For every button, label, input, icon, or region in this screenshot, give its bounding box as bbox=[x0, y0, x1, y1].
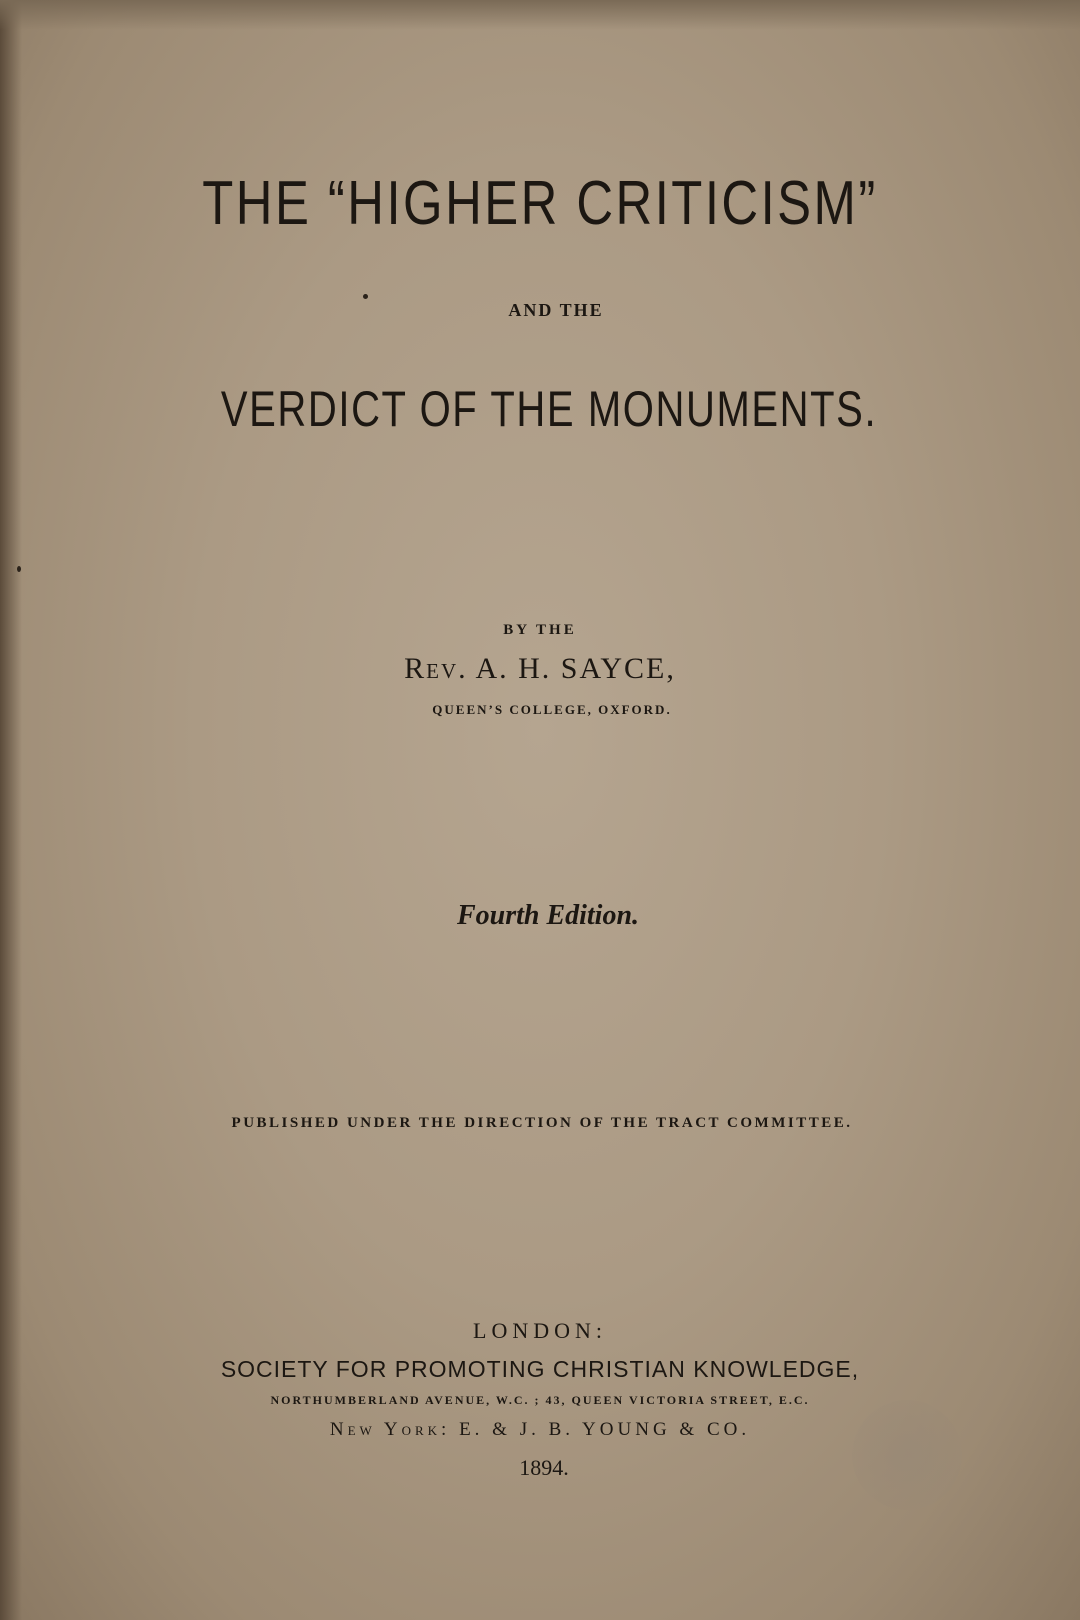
ink-speck bbox=[363, 294, 368, 299]
book-subtitle: VERDICT OF THE MONUMENTS. bbox=[220, 381, 878, 437]
by-line: BY THE bbox=[503, 622, 577, 638]
publication-note: PUBLISHED UNDER THE DIRECTION OF THE TRACT COMMITTEE. bbox=[231, 1115, 853, 1131]
author-affiliation: QUEEN’S COLLEGE, OXFORD. bbox=[432, 702, 672, 717]
page-edge-shadow-top bbox=[0, 0, 1080, 30]
book-title: THE “HIGHER CRITICISM” bbox=[202, 169, 878, 238]
edition-label: Fourth Edition. bbox=[456, 900, 640, 931]
imprint-new-york: New York: E. & J. B. YOUNG & CO. bbox=[329, 1419, 751, 1440]
ink-speck bbox=[17, 566, 21, 572]
imprint-year: 1894. bbox=[519, 1455, 569, 1480]
title-conjunction: AND THE bbox=[508, 300, 604, 320]
author-name: Rev. A. H. SAYCE, bbox=[404, 652, 676, 685]
imprint-address: NORTHUMBERLAND AVENUE, W.C. ; 43, QUEEN VICTORIA STREET, E.C. bbox=[270, 1393, 810, 1407]
imprint-city: LONDON: bbox=[473, 1318, 607, 1343]
imprint-publisher: SOCIETY FOR PROMOTING CHRISTIAN KNOWLEDGE, bbox=[220, 1356, 860, 1382]
